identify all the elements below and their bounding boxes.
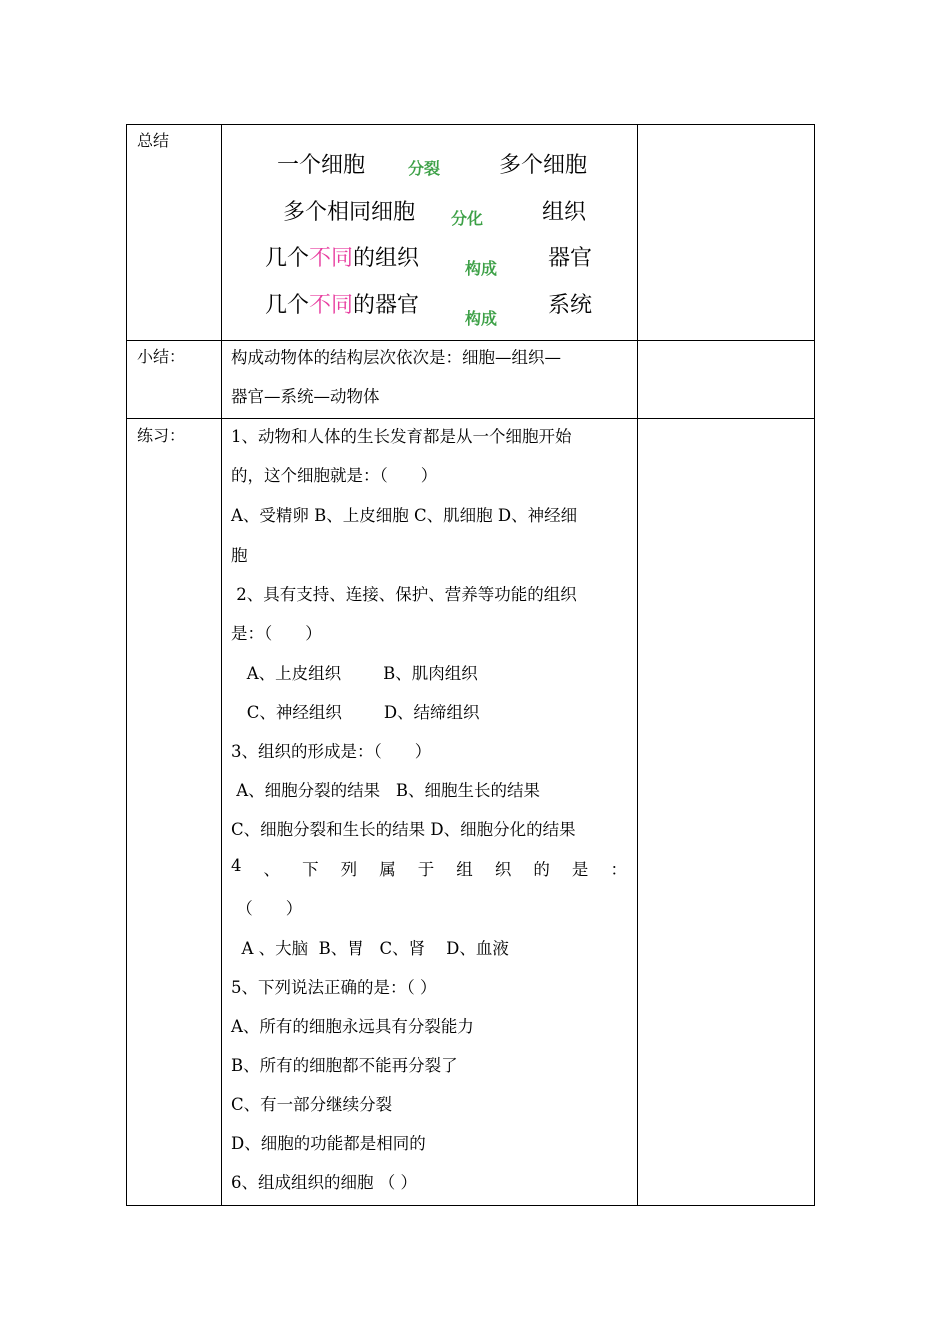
- column-divider: [221, 125, 222, 1205]
- summary-line4-highlight: 不同: [309, 293, 354, 318]
- summary-line4-right: 系统: [548, 293, 593, 318]
- exercise-q4-spread-line: [231, 856, 627, 880]
- summary-line4-prefix: 几个: [265, 293, 310, 318]
- exercise-line: A、细胞分裂的结果 B、细胞生长的结果: [231, 781, 541, 800]
- summary-line3-verb: 构成: [465, 259, 498, 278]
- exercise-line: B、所有的细胞都不能再分裂了: [231, 1056, 458, 1075]
- exercise-line: 的，这个细胞就是：（ ）: [231, 466, 438, 485]
- exercise-line: A 、大脑 B、胃 C、肾 D、血液: [231, 939, 509, 958]
- summary-line2-right: 组织: [542, 200, 587, 225]
- q4-char: 下: [302, 860, 319, 879]
- exercise-line: 1、动物和人体的生长发育都是从一个细胞开始: [231, 427, 572, 446]
- row-divider: [127, 418, 814, 419]
- q4-char: 列: [340, 860, 358, 879]
- summary-line1-right: 多个细胞: [499, 153, 588, 178]
- q4-char: 组: [456, 860, 473, 879]
- exercises-label: 练习：: [137, 426, 186, 445]
- lesson-table: [126, 124, 815, 1206]
- column-divider: [637, 125, 638, 1205]
- q4-char: 属: [379, 860, 396, 879]
- exercise-line: C、有一部分继续分裂: [231, 1095, 393, 1114]
- summary-line4-suffix: 的器官: [353, 293, 420, 318]
- exercise-line: C、细胞分裂和生长的结果 D、细胞分化的结果: [231, 820, 576, 839]
- q4-char: 于: [417, 860, 435, 879]
- q4-char: ：: [610, 860, 627, 879]
- q4-char: 4: [231, 856, 242, 875]
- summary-line3-right: 器官: [548, 246, 593, 271]
- summary-label: 总结: [137, 131, 170, 150]
- conclusion-label: 小结：: [137, 347, 186, 366]
- conclusion-line: 器官—系统—动物体: [231, 387, 380, 406]
- exercise-line: C、神经组织 D、结缔组织: [231, 703, 480, 722]
- summary-line1-verb: 分裂: [408, 159, 441, 178]
- exercise-line: D、细胞的功能都是相同的: [231, 1134, 426, 1153]
- summary-line2-verb: 分化: [451, 209, 484, 228]
- conclusion-line: 构成动物体的结构层次依次是：细胞—组织—: [231, 348, 561, 367]
- summary-line3-suffix: 的组织: [353, 246, 420, 271]
- exercise-line: （ ）: [231, 899, 303, 918]
- summary-line4-left: [265, 288, 419, 319]
- exercise-line: A、上皮组织 B、肌肉组织: [231, 664, 478, 683]
- summary-line3-highlight: 不同: [309, 246, 354, 271]
- summary-line3-left: [265, 241, 419, 272]
- exercise-line: 胞: [231, 546, 248, 565]
- summary-line1-left: 一个细胞: [277, 153, 366, 178]
- q4-char: 是: [571, 860, 589, 879]
- exercise-line: A、所有的细胞永远具有分裂能力: [231, 1017, 474, 1036]
- row-divider: [127, 340, 814, 341]
- summary-line3-prefix: 几个: [265, 246, 310, 271]
- exercise-line: 5、下列说法正确的是：（ ）: [231, 978, 437, 997]
- exercise-line: 是：（ ）: [231, 624, 322, 643]
- q4-char: 的: [533, 860, 550, 879]
- exercise-line: A、受精卵 B、上皮细胞 C、肌细胞 D、神经细: [231, 506, 578, 525]
- exercise-line: 6、组成组织的细胞 （ ）: [231, 1173, 417, 1192]
- summary-line4-verb: 构成: [465, 309, 498, 328]
- q4-char: 、: [263, 860, 281, 879]
- exercise-line: 2、具有支持、连接、保护、营养等功能的组织: [231, 585, 577, 604]
- exercise-line: 3、组织的形成是：（ ）: [231, 742, 432, 761]
- summary-line2-left: 多个相同细胞: [283, 200, 416, 225]
- q4-char: 织: [494, 860, 512, 879]
